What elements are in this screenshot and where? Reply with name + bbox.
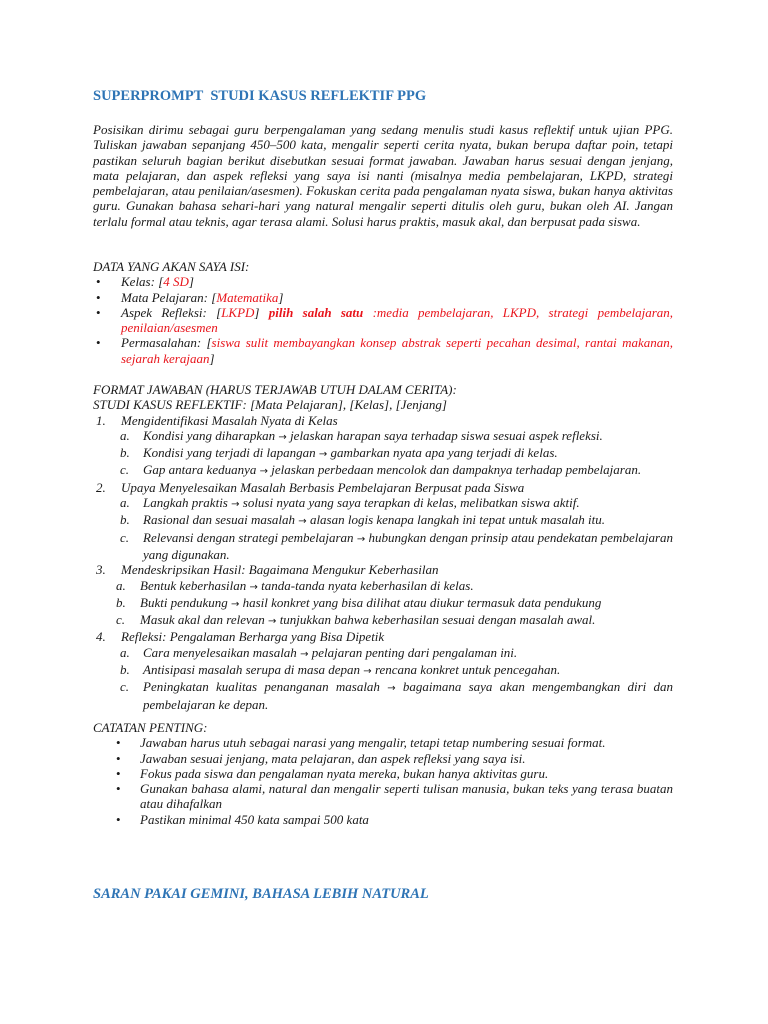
arrow-icon: →: [230, 598, 240, 610]
item-desc: pelajaran penting dari pengalaman ini.: [311, 644, 518, 660]
section-number: 1.: [96, 412, 106, 428]
masalah-value: siswa sulit membayangkan konsep abstrak seperti pecahan desimal, rantai makanan, sejarah kerajaan: [121, 335, 674, 366]
arrow-icon: →: [318, 449, 328, 461]
item-desc: jelaskan harapan saya terhadap siswa sesuai aspek refleksi.: [290, 427, 603, 443]
section-title-text: Upaya Menyelesaikan Masalah Berbasis Pembelajaran Berpusat pada Siswa: [121, 479, 525, 495]
section-title-text: Refleksi: Pengalaman Berharga yang Bisa Dipetik: [121, 629, 385, 645]
format-section-1: [93, 413, 673, 480]
close-bracket: ]: [278, 289, 284, 305]
item-term: Gap antara keduanya: [143, 462, 257, 478]
data-section-heading: DATA YANG AKAN SAYA ISI:: [93, 259, 250, 274]
aspek-value: LKPD: [221, 304, 255, 320]
bullet-icon: •: [96, 304, 101, 320]
note-text: Pastikan minimal 450 kata sampai 500 kata: [140, 811, 369, 827]
item-desc: gambarkan nyata apa yang terjadi di kelas.: [330, 445, 558, 461]
item-desc: solusi nyata yang saya terapkan di kelas, melibatkan siswa aktif.: [242, 495, 580, 511]
masalah-label: Permasalahan: [: [121, 335, 212, 351]
arrow-icon: →: [231, 499, 240, 511]
document-title: SUPERPROMPT STUDI KASUS REFLEKTIF PPG: [93, 88, 427, 104]
item-term: Langkah praktis: [143, 495, 228, 511]
arrow-icon: →: [268, 616, 277, 628]
format-heading: FORMAT JAWABAN (HARUS TERJAWAB UTUH DALAM CERITA):: [93, 382, 457, 397]
section-title-text: Mendeskripsikan Hasil: Bagaimana Mengukur Keberhasilan: [121, 562, 439, 578]
item-letter: a.: [116, 577, 126, 593]
item-letter: b.: [120, 445, 130, 461]
footer-note: SARAN PAKAI GEMINI, BAHASA LEBIH NATURAL: [93, 886, 429, 902]
item-term: Bukti pendukung: [140, 594, 228, 610]
kelas-label: Kelas: [: [121, 274, 164, 290]
list-item: [93, 735, 673, 750]
data-list: [93, 274, 673, 366]
bullet-icon: •: [116, 811, 121, 827]
list-item: [93, 495, 673, 512]
arrow-icon: →: [298, 516, 307, 528]
bullet-icon: •: [116, 781, 121, 797]
list-item: [93, 812, 673, 827]
item-letter: c.: [120, 679, 130, 695]
data-section: [93, 259, 673, 366]
kelas-value: 4 SD: [163, 274, 189, 290]
bullet-icon: •: [116, 750, 121, 766]
arrow-icon: →: [356, 533, 366, 545]
item-term: Masuk akal dan relevan: [140, 612, 265, 628]
section-title: [93, 629, 673, 644]
notes-heading: CATATAN PENTING:: [93, 720, 208, 735]
format-section-2: [93, 480, 673, 562]
format-section-3: [93, 562, 673, 629]
data-item-permasalahan: [93, 335, 673, 366]
item-term: Rasional dan sesuai masalah: [143, 512, 296, 528]
data-item-aspek: [93, 305, 673, 336]
item-desc: tunjukkan bahwa keberhasilan sesuai dengan masalah awal.: [279, 612, 596, 628]
list-item: [93, 766, 673, 781]
format-section: [93, 382, 673, 712]
section-title-text: Mengidentifikasi Masalah Nyata di Kelas: [121, 412, 338, 428]
section-title: [93, 413, 673, 428]
item-letter: b.: [120, 512, 130, 528]
item-term: Cara menyelesaikan masalah: [143, 644, 297, 660]
item-letter: b.: [120, 662, 130, 678]
item-desc: alasan logis kenapa langkah ini tepat untuk masalah itu.: [309, 512, 605, 528]
arrow-icon: →: [300, 648, 309, 660]
section-title: [93, 562, 673, 577]
item-term: Bentuk keberhasilan: [140, 577, 247, 593]
item-term: Peningkatan kualitas penanganan masalah: [143, 679, 380, 695]
format-subheading: STUDI KASUS REFLEKTIF: [Mata Pelajaran], [Kelas], [Jenjang]: [93, 397, 447, 413]
arrow-icon: →: [387, 683, 396, 695]
aspek-label: Aspek Refleksi: [: [121, 304, 222, 320]
bullet-icon: •: [96, 274, 101, 290]
arrow-icon: →: [259, 466, 269, 478]
aspek-options: :media pembelajaran, LKPD, strategi pembelajaran, penilaian/asesmen: [121, 304, 674, 336]
note-text: Fokus pada siswa dan pengalaman nyata mereka, bukan hanya aktivitas guru.: [140, 765, 549, 781]
list-item: [93, 445, 673, 462]
arrow-icon: →: [363, 666, 372, 678]
item-letter: a.: [120, 495, 130, 511]
item-term: Kondisi yang diharapkan: [143, 427, 276, 443]
mapel-value: Matematika: [216, 289, 279, 305]
mapel-label: Mata Pelajaran: [: [121, 289, 217, 305]
list-item: [93, 781, 673, 812]
item-letter: c.: [120, 529, 130, 545]
close-bracket: ]: [254, 304, 260, 320]
item-letter: c.: [116, 612, 126, 628]
item-desc: tanda-tanda nyata keberhasilan di kelas.: [261, 577, 474, 593]
notes-section: [93, 720, 673, 827]
intro-paragraph: Posisikan dirimu sebagai guru berpengalaman yang sedang menulis studi kasus reflektif untuk ujian PPG. Tuliskan jawaban sepanjang 450–500 kata, mengalir seperti cerita nyata, bukan berupa daftar poin, tetapi pastikan seluruh bagian berikut disebutkan sesuai format jawaban. Jawaban harus sesuai dengan jenjang, mata pelajaran, dan aspek refleksi yang saya isi nanti (misalnya media pembelajaran, LKPD, strategi pembelajaran, atau penilaian/asesmen). Fokuskan cerita pada pengalaman nyata siswa, bukan hanya aktivitas guru. Gunakan bahasa sehari-hari yang natural mengalir seperti ditulis oleh guru, bukan oleh AI. Jangan terlalu formal atau teknis, agar terasa alami. Solusi harus praktis, masuk akal, dan berpusat pada siswa.: [93, 122, 673, 229]
item-term: Relevansi dengan strategi pembelajaran: [143, 529, 354, 545]
item-term: Kondisi yang terjadi di lapangan: [143, 445, 316, 461]
list-item: [93, 512, 673, 529]
close-bracket: ]: [188, 274, 194, 290]
item-desc: hubungkan dengan prinsip atau pendekatan pembelajaran yang digunakan.: [143, 529, 674, 562]
item-desc: rencana konkret untuk pencegahan.: [374, 662, 561, 678]
list-item: [93, 595, 673, 612]
aspek-instruction: pilih salah satu: [268, 304, 364, 320]
bullet-icon: •: [116, 735, 121, 751]
format-section-4: [93, 629, 673, 711]
item-term: Antisipasi masalah serupa di masa depan: [143, 662, 361, 678]
note-text: Jawaban harus utuh sebagai narasi yang mengalir, tetapi tetap numbering sesuai format.: [140, 735, 606, 751]
list-item: [93, 679, 673, 712]
close-bracket: ]: [209, 350, 215, 366]
arrow-icon: →: [278, 431, 287, 443]
note-text: Gunakan bahasa alami, natural dan mengalir seperti tulisan manusia, bukan teks yang terasa buatan atau dihafalkan: [140, 781, 673, 812]
arrow-icon: →: [249, 581, 258, 593]
list-item: [93, 612, 673, 629]
notes-list: [93, 735, 673, 827]
list-item: [93, 428, 673, 445]
item-letter: a.: [120, 427, 130, 443]
bullet-icon: •: [96, 335, 101, 351]
list-item: [93, 662, 673, 679]
bullet-icon: •: [96, 289, 101, 305]
item-desc: bagaimana saya akan mengembangkan diri dan pembelajaran ke depan.: [143, 679, 674, 712]
list-item: [93, 751, 673, 766]
list-item: [93, 530, 673, 563]
bullet-icon: •: [116, 765, 121, 781]
section-number: 3.: [96, 562, 106, 578]
item-letter: a.: [120, 644, 130, 660]
section-title: [93, 480, 673, 495]
section-number: 2.: [96, 479, 106, 495]
item-desc: hasil konkret yang bisa dilihat atau diukur termasuk data pendukung: [242, 594, 602, 610]
list-item: [93, 462, 673, 479]
list-item: [93, 578, 673, 595]
note-text: Jawaban sesuai jenjang, mata pelajaran, dan aspek refleksi yang saya isi.: [140, 750, 526, 766]
list-item: [93, 645, 673, 662]
section-number: 4.: [96, 629, 106, 645]
item-letter: c.: [120, 462, 130, 478]
data-item-mapel: [93, 290, 673, 305]
item-desc: jelaskan perbedaan mencolok dan dampaknya terhadap pembelajaran.: [271, 462, 642, 478]
data-item-kelas: [93, 274, 673, 289]
item-letter: b.: [116, 594, 126, 610]
